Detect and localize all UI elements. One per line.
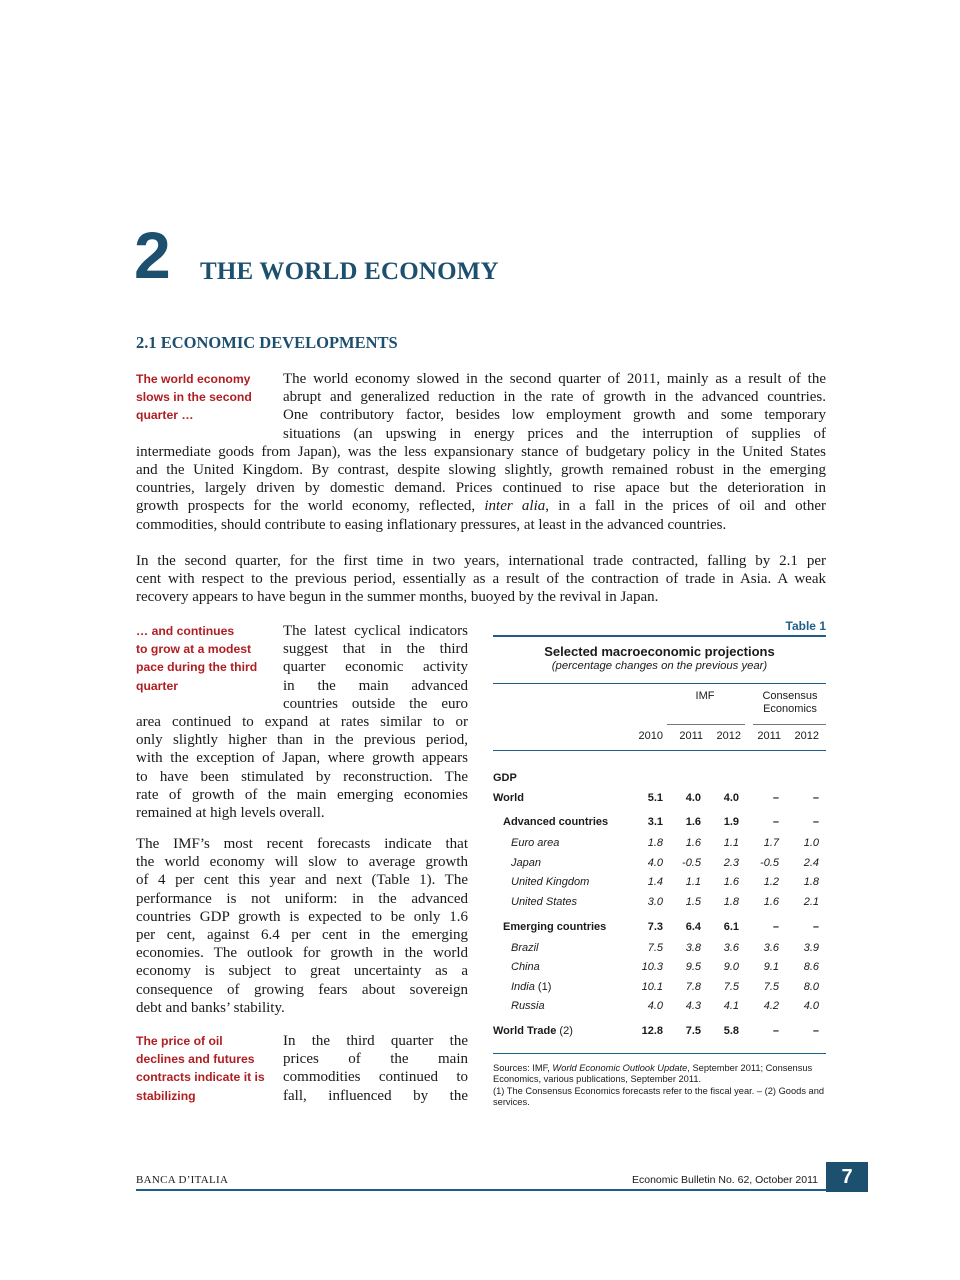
row-label-text: Russia — [511, 1000, 545, 1013]
table-cell: 10.1 — [641, 980, 663, 993]
text-line: The world economy slowed in the second quarter of 2011, mainly as a result of the — [283, 371, 826, 387]
table-title: Selected macroeconomic projections — [544, 644, 775, 659]
row-label — [511, 896, 577, 908]
note-text: , September 2011; Consensus Economics, various publications, September 2011. — [493, 1062, 813, 1085]
row-label — [511, 981, 551, 993]
text-line: of 4 per cent this year and next (Table 1). The — [136, 872, 468, 889]
sidenote-line: stabilizing — [136, 1088, 196, 1103]
table-cell: 3.9 — [803, 941, 819, 954]
paragraph-5 — [136, 1032, 468, 1105]
chapter-title: THE WORLD ECONOMY — [200, 258, 499, 285]
section-title: 2.1 ECONOMIC DEVELOPMENTS — [136, 333, 398, 352]
table-cell: 6.4 — [685, 920, 701, 933]
row-note: (1) — [534, 980, 552, 993]
table-cell: – — [812, 1024, 819, 1037]
table-cell: 1.7 — [763, 837, 779, 850]
table-cell: 6.1 — [723, 920, 739, 933]
text-line: area continued to expand at rates similar to or — [136, 714, 468, 731]
table-cell: 7.5 — [647, 941, 663, 954]
table-cell: 3.6 — [723, 941, 739, 954]
table-row — [493, 997, 826, 1017]
text-line: countries outside the euro — [283, 695, 468, 712]
group-consensus-line: Economics — [763, 702, 817, 715]
table-cell: 1.6 — [685, 837, 701, 850]
note-text: Sources: IMF, — [493, 1062, 553, 1073]
table-row — [493, 808, 826, 834]
sidenote-line: The world economy — [136, 372, 251, 386]
table-cell: 9.1 — [763, 961, 779, 974]
table-header — [493, 684, 826, 750]
footer-publisher: BANCA D’ITALIA — [136, 1174, 229, 1186]
text-line: in the main advanced — [283, 677, 468, 694]
table-cell: 7.8 — [685, 980, 701, 993]
table-row — [493, 939, 826, 959]
paragraph-1 — [136, 370, 826, 534]
table-cell: 1.8 — [803, 876, 819, 889]
paragraph-3 — [136, 622, 468, 822]
paragraph-4 — [136, 835, 468, 1017]
table-row — [493, 893, 826, 913]
footer-rule — [136, 1189, 826, 1191]
table-bottom-rule — [493, 1053, 826, 1054]
text-line: fall, influenced by the — [283, 1087, 468, 1104]
table-cell: -0.5 — [760, 856, 779, 869]
text-line: countries, largely driven by domestic demand. Prices continued to rise apace but the deterioration in — [136, 480, 826, 497]
table-cell: 4.0 — [685, 791, 701, 804]
table-cell: 1.6 — [723, 876, 739, 889]
sidenote-line: to grow at a modest — [136, 642, 252, 657]
table-label: Table 1 — [785, 619, 826, 633]
sidenote-line: … and continues — [136, 624, 235, 638]
table-section-label — [493, 769, 826, 789]
row-label-text: Brazil — [511, 941, 539, 954]
text-line: rate of growth of the main emerging economies — [136, 786, 468, 803]
table-cell: – — [812, 920, 819, 933]
text-line: countries GDP growth is expected to be only 1.6 — [136, 908, 468, 925]
row-label-text: Japan — [511, 856, 541, 869]
text-fragment-italic: inter alia — [484, 498, 546, 515]
text-fragment: , in a fall in the prices of oil and other — [545, 498, 826, 515]
table-cell: – — [812, 791, 819, 804]
text-line: quarter economic activity — [283, 659, 468, 676]
row-label — [503, 816, 608, 828]
row-label: GDP — [493, 772, 517, 784]
table-cell: – — [772, 920, 779, 933]
table-cell: 3.8 — [685, 941, 701, 954]
table-cell: – — [772, 816, 779, 829]
group-consensus-line: Consensus — [762, 690, 818, 702]
sidenote-line: The price of oil — [136, 1034, 223, 1048]
table-row — [493, 854, 826, 874]
table-body — [493, 789, 826, 1043]
row-label — [511, 1000, 545, 1012]
table-cell: 7.5 — [723, 980, 739, 993]
text-line: commodities, should contribute to easing inflationary pressures, at least in the advanced countries. — [136, 516, 727, 533]
text-fragment: growth prospects for the world economy, reflected, — [136, 498, 485, 515]
table-cell: 1.1 — [685, 876, 701, 889]
row-label — [493, 792, 524, 804]
sidenote-line: quarter … — [136, 408, 194, 423]
table-cell: 7.5 — [763, 980, 779, 993]
table-cell: 1.5 — [685, 895, 701, 908]
table-cell: 7.3 — [647, 920, 663, 933]
table-cell: 7.5 — [685, 1024, 701, 1037]
table-cell: 9.5 — [685, 961, 701, 974]
table-cell: 10.3 — [641, 961, 663, 974]
table-cell: 4.0 — [647, 1000, 663, 1013]
table-cell: – — [812, 816, 819, 829]
row-label — [511, 857, 541, 869]
table-cell: 3.0 — [647, 895, 663, 908]
text-line: the world economy will slow to average growth — [136, 854, 468, 871]
year-header: 2011 — [679, 730, 703, 742]
row-label-text: India — [511, 980, 535, 993]
table-cell: 3.1 — [647, 816, 663, 829]
text-line: The IMF’s most recent forecasts indicate that — [136, 836, 468, 852]
table-cell: 1.0 — [803, 837, 819, 850]
text-line — [136, 497, 826, 515]
group-imf: IMF — [695, 690, 715, 702]
row-label-text: United Kingdom — [511, 876, 590, 889]
table-cell: 5.8 — [723, 1024, 739, 1037]
table-cell: – — [772, 1024, 779, 1037]
text-line: prices of the main — [283, 1051, 468, 1068]
sidenote-line: pace during the third — [136, 660, 258, 675]
table-sources — [493, 1063, 826, 1086]
row-label — [511, 837, 559, 849]
text-line: only slightly higher than in the previous period, — [136, 732, 468, 749]
row-label — [511, 876, 589, 888]
table-cell: 1.9 — [723, 816, 739, 829]
text-line: intermediate goods from Japan), was the less expansionary stance of budgetary policy in the United States — [136, 443, 826, 460]
table-cell: 1.4 — [647, 876, 663, 889]
table-footnote: (1) The Consensus Economics forecasts refer to the fiscal year. – (2) Goods and services. — [493, 1085, 825, 1108]
row-note: (2) — [556, 1024, 573, 1037]
row-label — [493, 1025, 573, 1037]
text-line: remained at high levels overall. — [136, 805, 325, 822]
table-cell: 5.1 — [647, 791, 663, 804]
table-cell: 1.8 — [647, 837, 663, 850]
table-cell: 1.2 — [763, 876, 779, 889]
group-consensus-rule — [753, 724, 826, 725]
footer-publication: Economic Bulletin No. 62, October 2011 — [632, 1174, 818, 1186]
text-line: One contributory factor, besides low employment growth and some temporary — [283, 407, 826, 424]
table-row — [493, 834, 826, 854]
text-line: debt and banks’ stability. — [136, 999, 285, 1016]
row-label — [511, 942, 539, 954]
table-cell: 1.8 — [723, 895, 739, 908]
text-line: recovery appears to have begun in the summer months, buoyed by the revival in Japan. — [136, 589, 659, 606]
text-line: economy is subject to great uncertainty as a — [136, 963, 468, 980]
text-line: to have been stimulated by reconstruction. The — [136, 768, 468, 785]
table-cell: 12.8 — [641, 1024, 663, 1037]
table-cell: 3.6 — [763, 941, 779, 954]
table-cell: 4.1 — [723, 1000, 739, 1013]
text-line: situations (an upswing in energy prices and the interruption of supplies of — [283, 425, 826, 442]
table-row — [493, 873, 826, 893]
table-row — [493, 913, 826, 939]
table-cell: 8.6 — [803, 961, 819, 974]
sidenote-line: slows in the second — [136, 390, 252, 405]
row-label-text: China — [511, 961, 540, 974]
table-cell: -0.5 — [682, 856, 701, 869]
page-number: 7 — [826, 1162, 868, 1192]
row-label-text: Emerging countries — [503, 920, 607, 933]
table-cell: 2.4 — [803, 856, 819, 869]
row-label-text: Advanced countries — [503, 816, 609, 829]
table-notes — [493, 1063, 826, 1109]
table-cell: 4.0 — [803, 1000, 819, 1013]
text-line: cent with respect to the previous period, essentially as a result of the contraction of trade in Asia. A weak — [136, 571, 826, 588]
table-top-rule — [493, 635, 826, 637]
row-label-text: World — [493, 791, 524, 804]
year-header: 2011 — [757, 730, 781, 742]
row-label — [511, 961, 540, 973]
sidenote-line: declines and futures — [136, 1052, 255, 1067]
group-imf-rule — [667, 724, 745, 725]
table-cell: 1.1 — [723, 837, 739, 850]
year-header: 2012 — [716, 730, 741, 742]
row-label-text: Euro area — [511, 837, 560, 850]
sidenote-line: quarter — [136, 678, 178, 693]
table-row — [493, 1017, 826, 1043]
table-row — [493, 978, 826, 998]
chapter-number: 2 — [134, 218, 171, 292]
table-cell: 4.2 — [763, 1000, 779, 1013]
row-label-text: United States — [511, 895, 578, 908]
table-cell: 2.1 — [803, 895, 819, 908]
text-line: The latest cyclical indicators — [283, 623, 468, 639]
text-line: and the United Kingdom. By contrast, despite slowing slightly, growth remained robust in the emerging — [136, 462, 826, 479]
text-line: commodities continued to — [283, 1069, 468, 1086]
group-consensus — [755, 690, 825, 715]
table-row — [493, 958, 826, 978]
table-subtitle: (percentage changes on the previous year) — [551, 660, 768, 672]
table-row — [493, 789, 826, 809]
sidenote-line: contracts indicate it is — [136, 1070, 265, 1085]
table-cell: 1.6 — [763, 895, 779, 908]
text-line: suggest that in the third — [283, 641, 468, 658]
year-header: 2012 — [794, 730, 819, 742]
text-line: economies. The outlook for growth in the world — [136, 945, 468, 962]
text-line: consequence of growing fears about sovereign — [136, 981, 468, 998]
text-line: In the third quarter the — [283, 1033, 468, 1049]
year-header: 2010 — [638, 730, 663, 742]
table-cell: 4.0 — [723, 791, 739, 804]
text-line: per cent, against 6.4 per cent in the emerging — [136, 927, 468, 944]
text-line: In the second quarter, for the first time in two years, international trade contracted, falling by 2.1 per — [136, 553, 826, 569]
projections-table — [493, 619, 826, 1109]
table-cell: 4.3 — [685, 1000, 701, 1013]
text-line: performance is not uniform: in the advanced — [136, 890, 468, 907]
table-cell: 1.6 — [685, 816, 701, 829]
paragraph-2 — [136, 552, 826, 607]
table-cell: 2.3 — [723, 856, 739, 869]
table-cell: 9.0 — [723, 961, 739, 974]
text-line: abrupt and generalized reduction in the rate of growth in the advanced countries. — [283, 389, 826, 406]
table-cell: – — [772, 791, 779, 804]
table-cell: 8.0 — [803, 980, 819, 993]
text-line: with the exception of Japan, where growth appears — [136, 750, 468, 767]
row-label-text: World Trade — [493, 1024, 557, 1037]
note-text-italic: World Economic Outlook Update — [552, 1062, 688, 1073]
table-cell: 4.0 — [647, 856, 663, 869]
row-label — [503, 921, 606, 933]
